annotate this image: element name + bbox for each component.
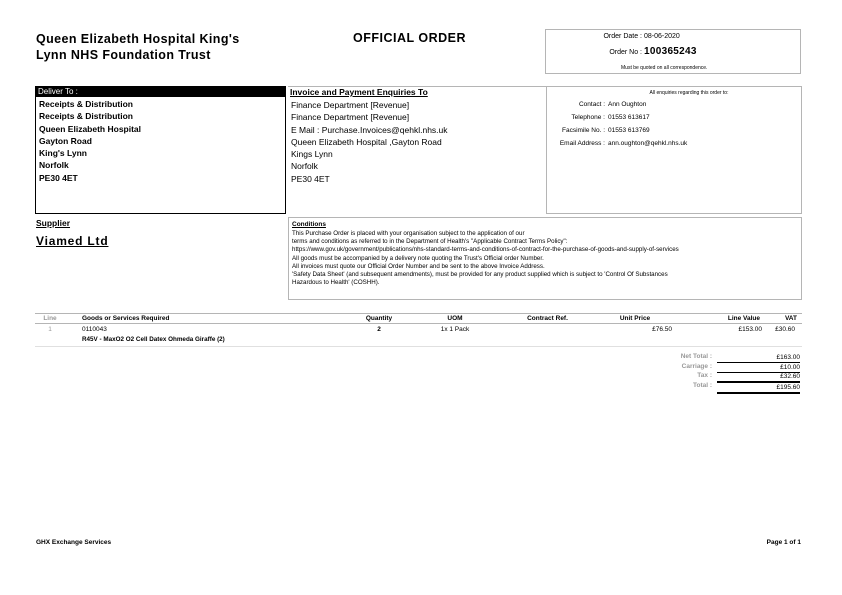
contact-label: Email Address :	[559, 140, 605, 147]
item-uom: 1x 1 Pack	[440, 326, 470, 333]
contact-row	[547, 140, 801, 153]
conditions-link[interactable]: https://www.gov.uk/government/publications/nhs-standard-terms-and-conditions-of-contract-for-the-purchase-of-goods-and-supply-of-services	[292, 246, 679, 254]
deliver-address-line: Gayton Road	[39, 135, 92, 146]
invoice-address-line: Queen Elizabeth Hospital ,Gayton Road	[291, 136, 442, 147]
supplier-heading: Supplier	[36, 218, 71, 228]
deliver-address-line: Receipts & Distribution	[39, 99, 133, 109]
invoice-address	[291, 99, 448, 185]
order-info-box	[545, 29, 801, 74]
order-date-label: Order Date :	[603, 33, 642, 40]
item-line-value: £153.00	[738, 326, 762, 333]
invoice-address-line: Finance Department [Revenue]	[291, 112, 410, 123]
invoice-address-line: PE30 4ET	[291, 173, 330, 184]
header-line: Line	[43, 315, 57, 322]
conditions-line: Hazardous to Health' (COSHH).	[292, 279, 380, 287]
header-goods: Goods or Services Required	[82, 315, 170, 322]
contact-label: Contact :	[578, 101, 605, 108]
item-code: 0110043	[82, 326, 107, 333]
organisation-name	[36, 31, 336, 63]
item-quantity: 2	[377, 326, 381, 333]
deliver-to-heading: Deliver To :	[36, 87, 285, 97]
conditions-heading: Conditions	[292, 221, 326, 228]
contact-label: Telephone :	[571, 114, 605, 121]
header-uom: UOM	[447, 315, 463, 322]
order-number-value: 100365243	[644, 46, 697, 57]
contact-box	[546, 86, 802, 214]
tax-value: £32.60	[717, 372, 800, 382]
grand-total-row	[600, 382, 802, 392]
contact-value: Ann Oughton	[608, 101, 647, 108]
conditions-line: terms and conditions as referred to in the Department of Health's "Applicable Contract Terms Policy":	[292, 238, 568, 246]
conditions-line: 'Safety Data Sheet' (and subsequent amendments), must be provided for any product supplied which is subject to 'Control Of Substances	[292, 271, 668, 279]
header-unit-price: Unit Price	[619, 315, 651, 322]
footer-provider: GHX Exchange Services	[36, 539, 112, 546]
item-description: R45V - MaxO2 O2 Cell Datex Ohmeda Giraffe (2)	[82, 336, 225, 343]
item-unit-price: £76.50	[652, 326, 672, 333]
invoice-address-line: Finance Department [Revenue]	[291, 100, 410, 110]
tax-label: Tax :	[697, 372, 712, 379]
contact-note: All enquiries regarding this order to:	[649, 90, 729, 96]
invoice-address-line: Kings Lynn	[291, 149, 333, 160]
invoice-heading: Invoice and Payment Enquiries To	[290, 87, 428, 97]
deliver-address-line: Queen Elizabeth Hospital	[39, 123, 142, 134]
deliver-to-box	[35, 86, 286, 214]
deliver-address	[39, 98, 141, 184]
header-vat: VAT	[784, 315, 797, 322]
order-number-label: Order No :	[609, 49, 642, 56]
line-number: 1	[48, 326, 52, 333]
deliver-address-line: King's Lynn	[39, 148, 87, 159]
conditions-text	[292, 230, 679, 287]
invoice-address-line: Norfolk	[291, 161, 318, 172]
deliver-address-line: PE30 4ET	[39, 172, 78, 183]
contact-email[interactable]: ann.oughton@qehkl.nhs.uk	[608, 140, 688, 147]
contact-value: 01553 613617	[608, 114, 650, 121]
carriage-label: Carriage :	[681, 362, 712, 370]
grand-total-label: Total :	[692, 381, 712, 389]
net-total-value: £163.00	[717, 353, 800, 363]
header-line-value: Line Value	[727, 315, 760, 322]
invoice-enquiries-box	[288, 86, 546, 214]
header-contract-ref: Contract Ref.	[527, 315, 568, 322]
grand-total-value: £195.60	[717, 382, 800, 394]
deliver-address-line: Receipts & Distribution	[39, 111, 133, 122]
carriage-row	[600, 363, 802, 373]
order-note: Must be quoted on all correspondence.	[621, 65, 708, 71]
net-total-row	[600, 353, 802, 363]
organisation-name-line-1: Queen Elizabeth Hospital King's	[36, 32, 240, 46]
contact-row	[547, 114, 801, 127]
order-totals	[600, 353, 802, 391]
contact-row	[547, 101, 801, 114]
order-date-value: 08-06-2020	[644, 33, 680, 40]
contact-value: 01553 613769	[608, 127, 650, 134]
document-title: OFFICIAL ORDER	[353, 31, 467, 45]
contact-label: Facsimile No. :	[562, 127, 605, 134]
order-lines-header	[35, 313, 802, 324]
contact-row	[547, 127, 801, 140]
header-quantity: Quantity	[365, 315, 393, 322]
page-number: Page 1 of 1	[766, 539, 801, 546]
conditions-box	[288, 217, 802, 300]
net-total-label: Net Total :	[680, 353, 712, 360]
conditions-line: All goods must be accompanied by a delivery note quoting the Trust's Official order Number.	[292, 254, 544, 262]
table-row	[35, 325, 802, 347]
invoice-email[interactable]: E Mail : Purchase.Invoices@qehkl.nhs.uk	[291, 124, 448, 135]
supplier-name: Viamed Ltd	[36, 234, 109, 248]
item-vat: £30.60	[775, 326, 795, 333]
organisation-name-line-2: Lynn NHS Foundation Trust	[36, 48, 211, 62]
carriage-value: £10.00	[717, 363, 800, 373]
contact-details	[547, 101, 801, 153]
tax-row	[600, 372, 802, 382]
conditions-line: This Purchase Order is placed with your organisation subject to the application of our	[292, 230, 525, 237]
deliver-address-line: Norfolk	[39, 160, 69, 171]
conditions-line: All invoices must quote our Official Order Number and be sent to the above Invoice Address.	[292, 262, 545, 270]
